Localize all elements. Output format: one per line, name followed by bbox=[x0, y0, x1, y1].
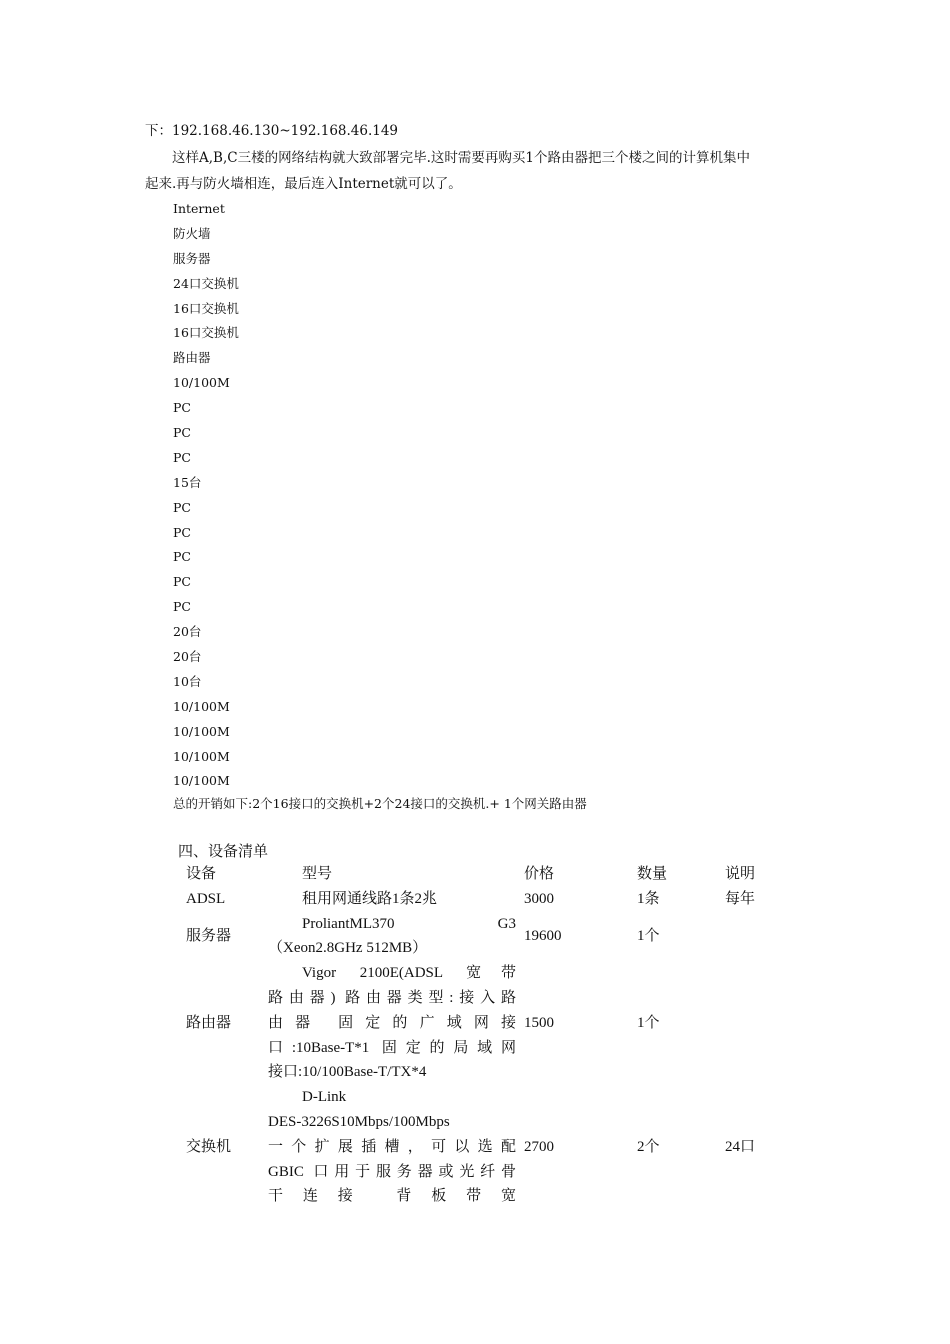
cell-qty: 2个 bbox=[637, 1138, 660, 1155]
table-row bbox=[178, 961, 795, 1085]
header-qty: 数量 bbox=[637, 866, 668, 882]
model-line: 干连接 背板带宽 bbox=[268, 1188, 516, 1205]
diagram-label: 10/100M bbox=[173, 698, 230, 714]
cell-price: 3000 bbox=[524, 890, 554, 907]
diagram-label: PC bbox=[173, 599, 191, 615]
header-model: 型号 bbox=[302, 866, 333, 882]
model-line: D-Link bbox=[302, 1089, 347, 1106]
cell-model bbox=[268, 961, 516, 1085]
diagram-label: 24口交换机 bbox=[173, 275, 239, 291]
table-row bbox=[178, 1085, 795, 1209]
diagram-label: PC bbox=[173, 574, 191, 590]
cell-device: 交换机 bbox=[186, 1138, 232, 1155]
intro-line-2: 这样A,B,C三楼的网络结构就大致部署完毕.这时需要再购买1个路由器把三个楼之间的计算机集中 bbox=[172, 150, 750, 166]
diagram-label: Internet bbox=[173, 201, 225, 216]
cell-qty: 1个 bbox=[637, 1014, 660, 1031]
cell-model bbox=[268, 1085, 516, 1209]
equipment-table bbox=[178, 862, 795, 1209]
diagram-label: 路由器 bbox=[173, 350, 211, 366]
table-row bbox=[178, 887, 795, 912]
diagram-label: 服务器 bbox=[173, 250, 211, 266]
cell-model bbox=[268, 912, 516, 962]
diagram-label: 20台 bbox=[173, 624, 202, 640]
cell-device: 服务器 bbox=[186, 927, 232, 944]
cell-note: 每年 bbox=[725, 890, 756, 907]
model-line: 路由器) 路由器类型:接入路 bbox=[268, 989, 516, 1006]
model-line: 接口:10/100Base-T/TX*4 bbox=[268, 1064, 427, 1081]
cell-note: 24口 bbox=[725, 1138, 756, 1155]
diagram-label: 16口交换机 bbox=[173, 325, 239, 341]
diagram-label: PC bbox=[173, 425, 191, 441]
cell-qty: 1条 bbox=[637, 890, 660, 907]
cost-summary: 总的开销如下:2个16接口的交换机+2个24接口的交换机.+ 1个网关路由器 bbox=[173, 796, 587, 811]
diagram-label: 10/100M bbox=[173, 375, 230, 391]
diagram-label: PC bbox=[173, 549, 191, 565]
cell-price: 19600 bbox=[524, 927, 562, 944]
cell-price: 1500 bbox=[524, 1014, 554, 1031]
model-line: 由器 固定的广域网接 bbox=[268, 1014, 516, 1031]
intro-line-3: 起来.再与防火墙相连，最后连入Internet就可以了。 bbox=[145, 176, 462, 192]
diagram-label: PC bbox=[173, 499, 191, 515]
diagram-label: 10台 bbox=[173, 673, 202, 689]
table-row bbox=[178, 912, 795, 962]
diagram-label: PC bbox=[173, 524, 191, 540]
diagram-label: 10/100M bbox=[173, 773, 230, 789]
diagram-label: 20台 bbox=[173, 649, 202, 665]
model-line: 口:10Base-T*1 固定的局域网 bbox=[268, 1039, 516, 1056]
diagram-label: 10/100M bbox=[173, 723, 230, 739]
cell-device: ADSL bbox=[186, 890, 226, 907]
cell-price: 2700 bbox=[524, 1138, 554, 1155]
table-header-row bbox=[178, 862, 795, 887]
diagram-label: 15台 bbox=[173, 474, 202, 490]
diagram-label: 防火墙 bbox=[173, 225, 211, 241]
cell-qty: 1个 bbox=[637, 927, 660, 944]
diagram-label-list bbox=[173, 197, 239, 794]
diagram-label: 16口交换机 bbox=[173, 300, 239, 316]
cell-model: 租用网通线路1条2兆 bbox=[302, 890, 438, 907]
cell-note bbox=[725, 912, 795, 962]
model-line: ProliantML370 G3 bbox=[302, 915, 516, 932]
section-title: 四、设备清单 bbox=[178, 842, 269, 860]
diagram-label: PC bbox=[173, 449, 191, 465]
diagram-label: PC bbox=[173, 400, 191, 416]
diagram-label: 10/100M bbox=[173, 748, 230, 764]
model-line: （Xeon2.8GHz 512MB） bbox=[268, 940, 428, 957]
header-price: 价格 bbox=[524, 866, 555, 882]
header-note: 说明 bbox=[725, 866, 756, 882]
model-line: GBIC 口用于服务器或光纤骨 bbox=[268, 1163, 516, 1180]
intro-line-1: 下：192.168.46.130~192.168.46.149 bbox=[145, 123, 399, 139]
cell-note bbox=[725, 961, 795, 1085]
model-line: 一个扩展插槽，可以选配 bbox=[268, 1138, 516, 1155]
header-device: 设备 bbox=[186, 866, 217, 882]
model-line: DES-3226S10Mbps/100Mbps bbox=[268, 1113, 450, 1130]
cell-device: 路由器 bbox=[186, 1014, 232, 1031]
model-line: Vigor 2100E(ADSL 宽带 bbox=[302, 965, 516, 982]
